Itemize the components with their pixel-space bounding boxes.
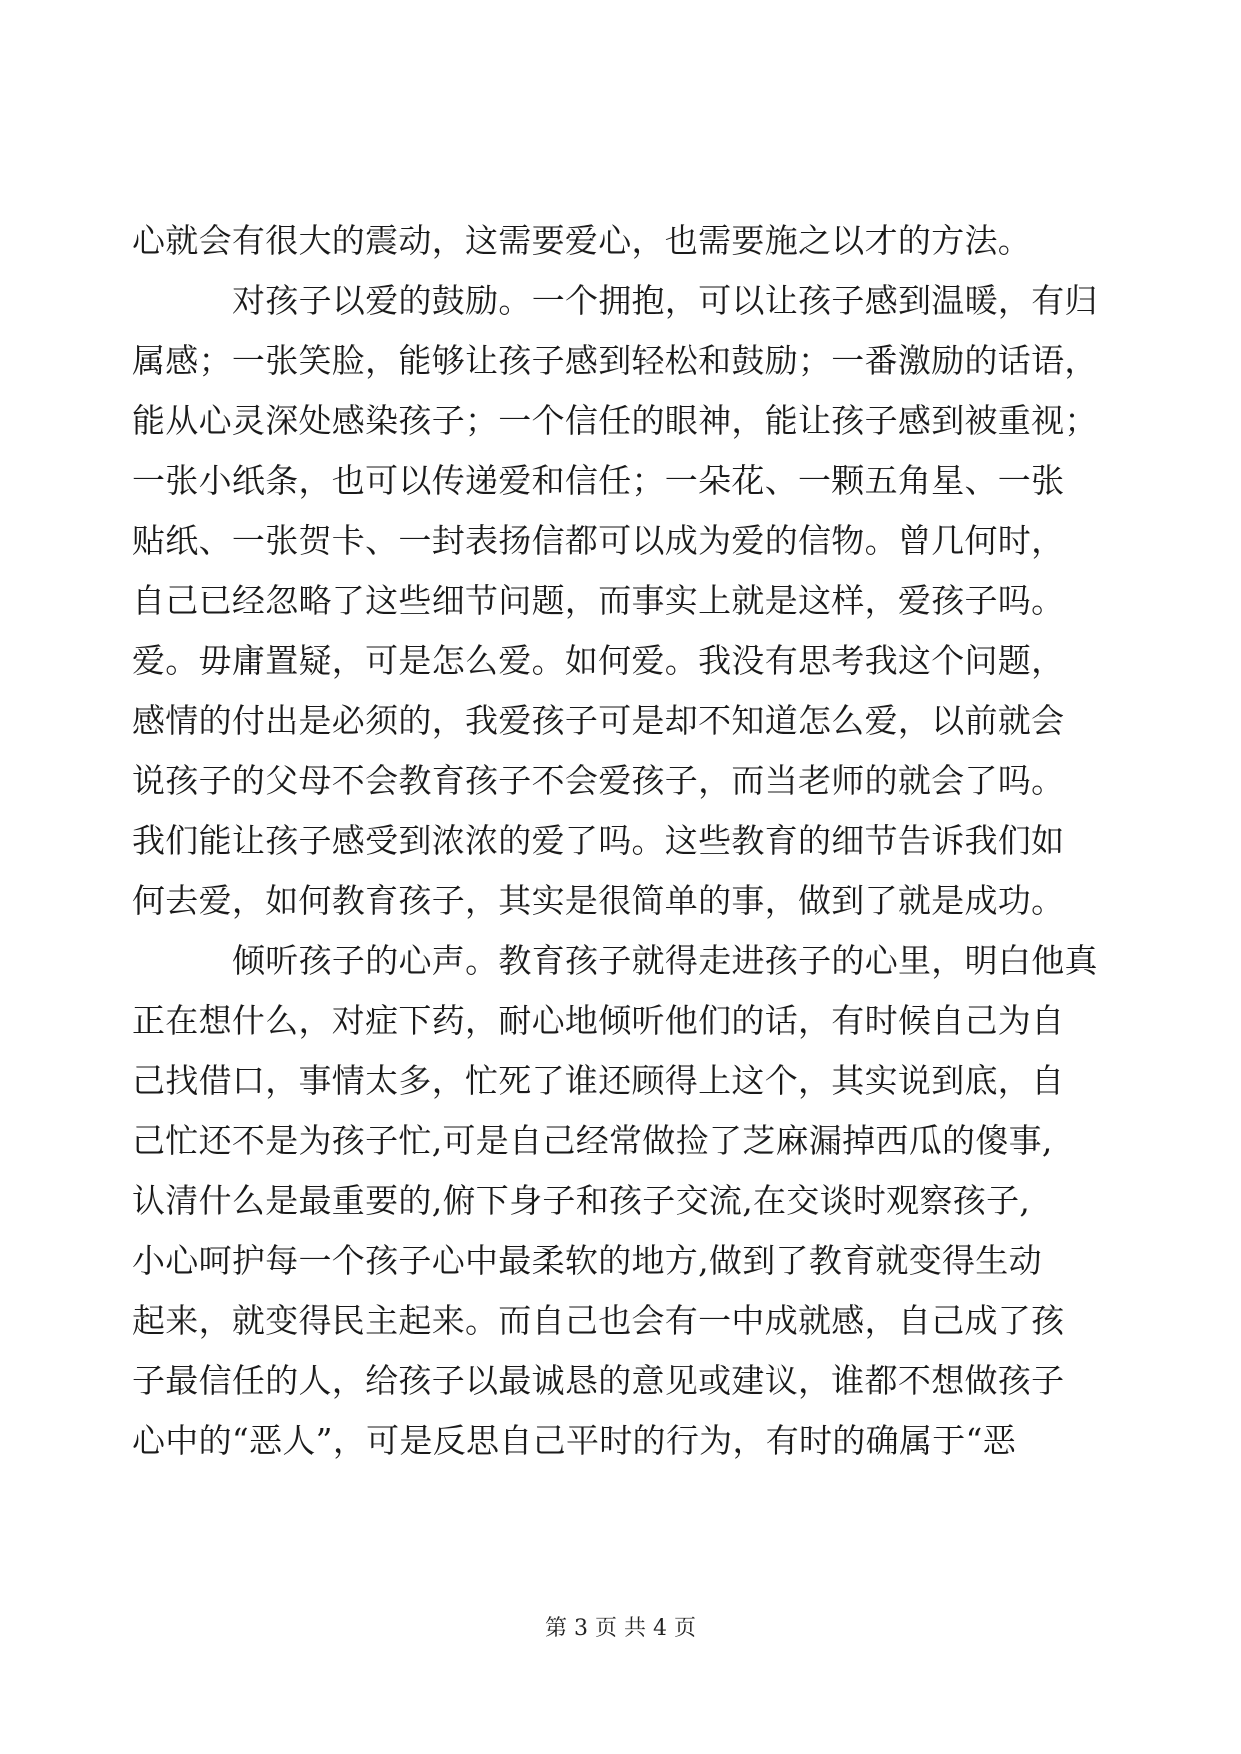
text-line: 属感；一张笑脸，能够让孩子感到轻松和鼓励；一番激励的话语，: [132, 341, 1098, 380]
text-line: 感情的付出是必须的，我爱孩子可是却不知道怎么爱，以前就会: [132, 701, 1065, 740]
text-line: 一张小纸条，也可以传递爱和信任；一朵花、一颗五角星、一张: [132, 461, 1065, 500]
text-line: 子最信任的人，给孩子以最诚恳的意见或建议，谁都不想做孩子: [132, 1361, 1065, 1400]
text-line: 己忙还不是为孩子忙,可是自己经常做捡了芝麻漏掉西瓜的傻事,: [132, 1121, 1053, 1160]
text-line: 自己已经忽略了这些细节问题，而事实上就是这样，爱孩子吗。: [132, 581, 1065, 620]
text-line: 认清什么是最重要的,俯下身子和孩子交流,在交谈时观察孩子,: [132, 1181, 1031, 1220]
text-line: 能从心灵深处感染孩子；一个信任的眼神，能让孩子感到被重视；: [132, 401, 1098, 440]
body-text: [132, 211, 1098, 1471]
text-line: 心中的“恶人”，可是反思自己平时的行为，有时的确属于“恶: [132, 1421, 1017, 1460]
text-line: 爱。毋庸置疑，可是怎么爱。如何爱。我没有思考我这个问题，: [132, 641, 1065, 680]
text-line: 正在想什么，对症下药，耐心地倾听他们的话，有时候自己为自: [132, 1001, 1065, 1040]
page-footer: [0, 1614, 1241, 1644]
page-number: 第 3 页 共 4 页: [545, 1616, 696, 1641]
text-line: 己找借口，事情太多，忙死了谁还顾得上这个，其实说到底，自: [132, 1061, 1065, 1100]
text-line: 我们能让孩子感受到浓浓的爱了吗。这些教育的细节告诉我们如: [132, 821, 1065, 860]
paragraph-start-line: 倾听孩子的心声。教育孩子就得走进孩子的心里，明白他真: [232, 941, 1098, 980]
text-line: 起来，就变得民主起来。而自己也会有一中成就感，自己成了孩: [132, 1301, 1065, 1340]
text-line: 小心呵护每一个孩子心中最柔软的地方,做到了教育就变得生动: [132, 1241, 1042, 1280]
text-line: 说孩子的父母不会教育孩子不会爱孩子，而当老师的就会了吗。: [132, 761, 1065, 800]
paragraph-start-line: 对孩子以爱的鼓励。一个拥抱，可以让孩子感到温暖，有归: [232, 281, 1098, 320]
text-line: 何去爱，如何教育孩子，其实是很简单的事，做到了就是成功。: [132, 881, 1065, 920]
text-line: 心就会有很大的震动，这需要爱心，也需要施之以才的方法。: [132, 221, 1032, 260]
text-line: 贴纸、一张贺卡、一封表扬信都可以成为爱的信物。曾几何时，: [132, 521, 1065, 560]
